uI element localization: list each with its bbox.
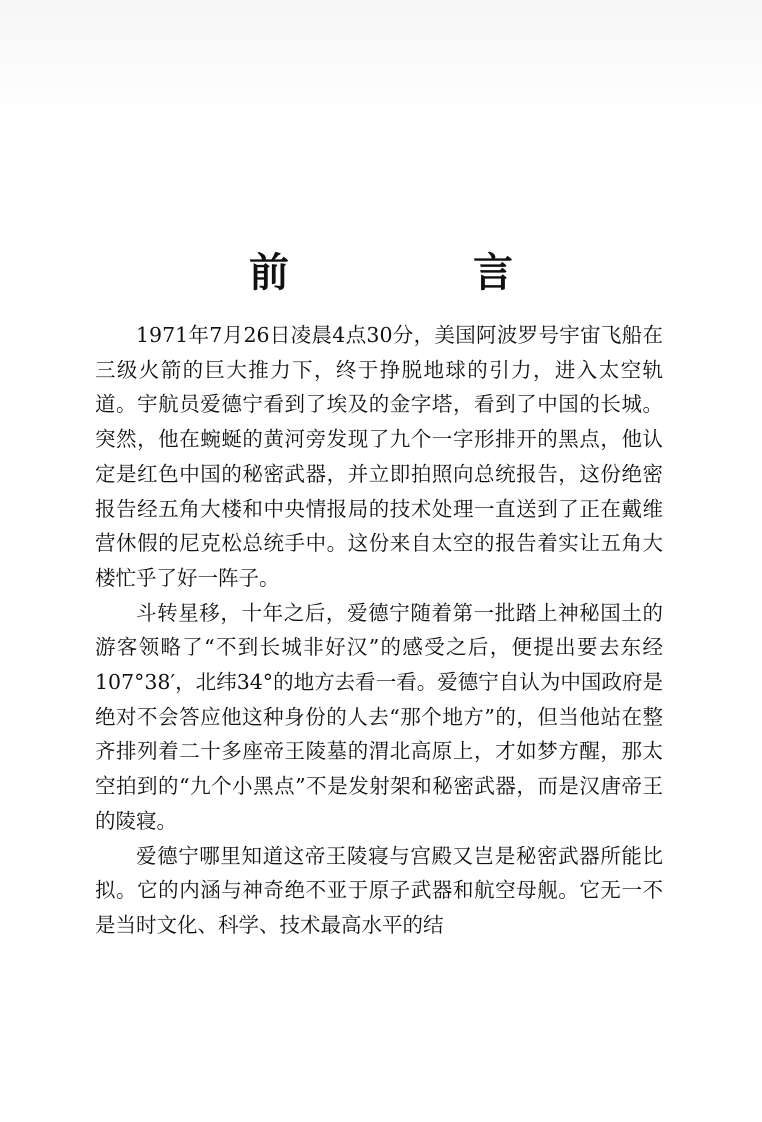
- paragraph-1: 1971年7月26日凌晨4点30分，美国阿波罗号宇宙飞船在三级火箭的巨大推力下，终于挣脱地球的引力，进入太空轨道。宇航员爱德宁看到了埃及的金字塔，看到了中国的长城。突然，他在蜿蜒的黄河旁发现了九个一字形排开的黑点，他认定是红色中国的秘密武器，并立即拍照向总统报告，这份绝密报告经五角大楼和中央情报局的技术处理一直送到了正在戴维营休假的尼克松总统手中。这份来自太空的报告着实让五角大楼忙乎了好一阵子。: [95, 323, 663, 590]
- preface-body: [95, 318, 663, 943]
- paragraph-2: 斗转星移，十年之后，爱德宁随着第一批踏上神秘国土的游客领略了“不到长城非好汉”的感受之后，便提出要去东经107°38′，北纬34°的地方去看一看。爱德宁自认为中国政府是绝对不会答应他这种身份的人去“那个地方”的，但当他站在整齐排列着二十多座帝王陵墓的渭北高原上，才如梦方醒，那太空拍到的“九个小黑点”不是发射架和秘密武器，而是汉唐帝王的陵寝。: [95, 600, 663, 833]
- page-top-shading: [0, 0, 762, 120]
- paragraph-3: 爱德宁哪里知道这帝王陵寝与宫殿又岂是秘密武器所能比拟。它的内涵与神奇绝不亚于原子武器和航空母舰。它无一不是当时文化、科学、技术最高水平的结: [95, 843, 663, 937]
- page-title: 前 言: [249, 249, 585, 296]
